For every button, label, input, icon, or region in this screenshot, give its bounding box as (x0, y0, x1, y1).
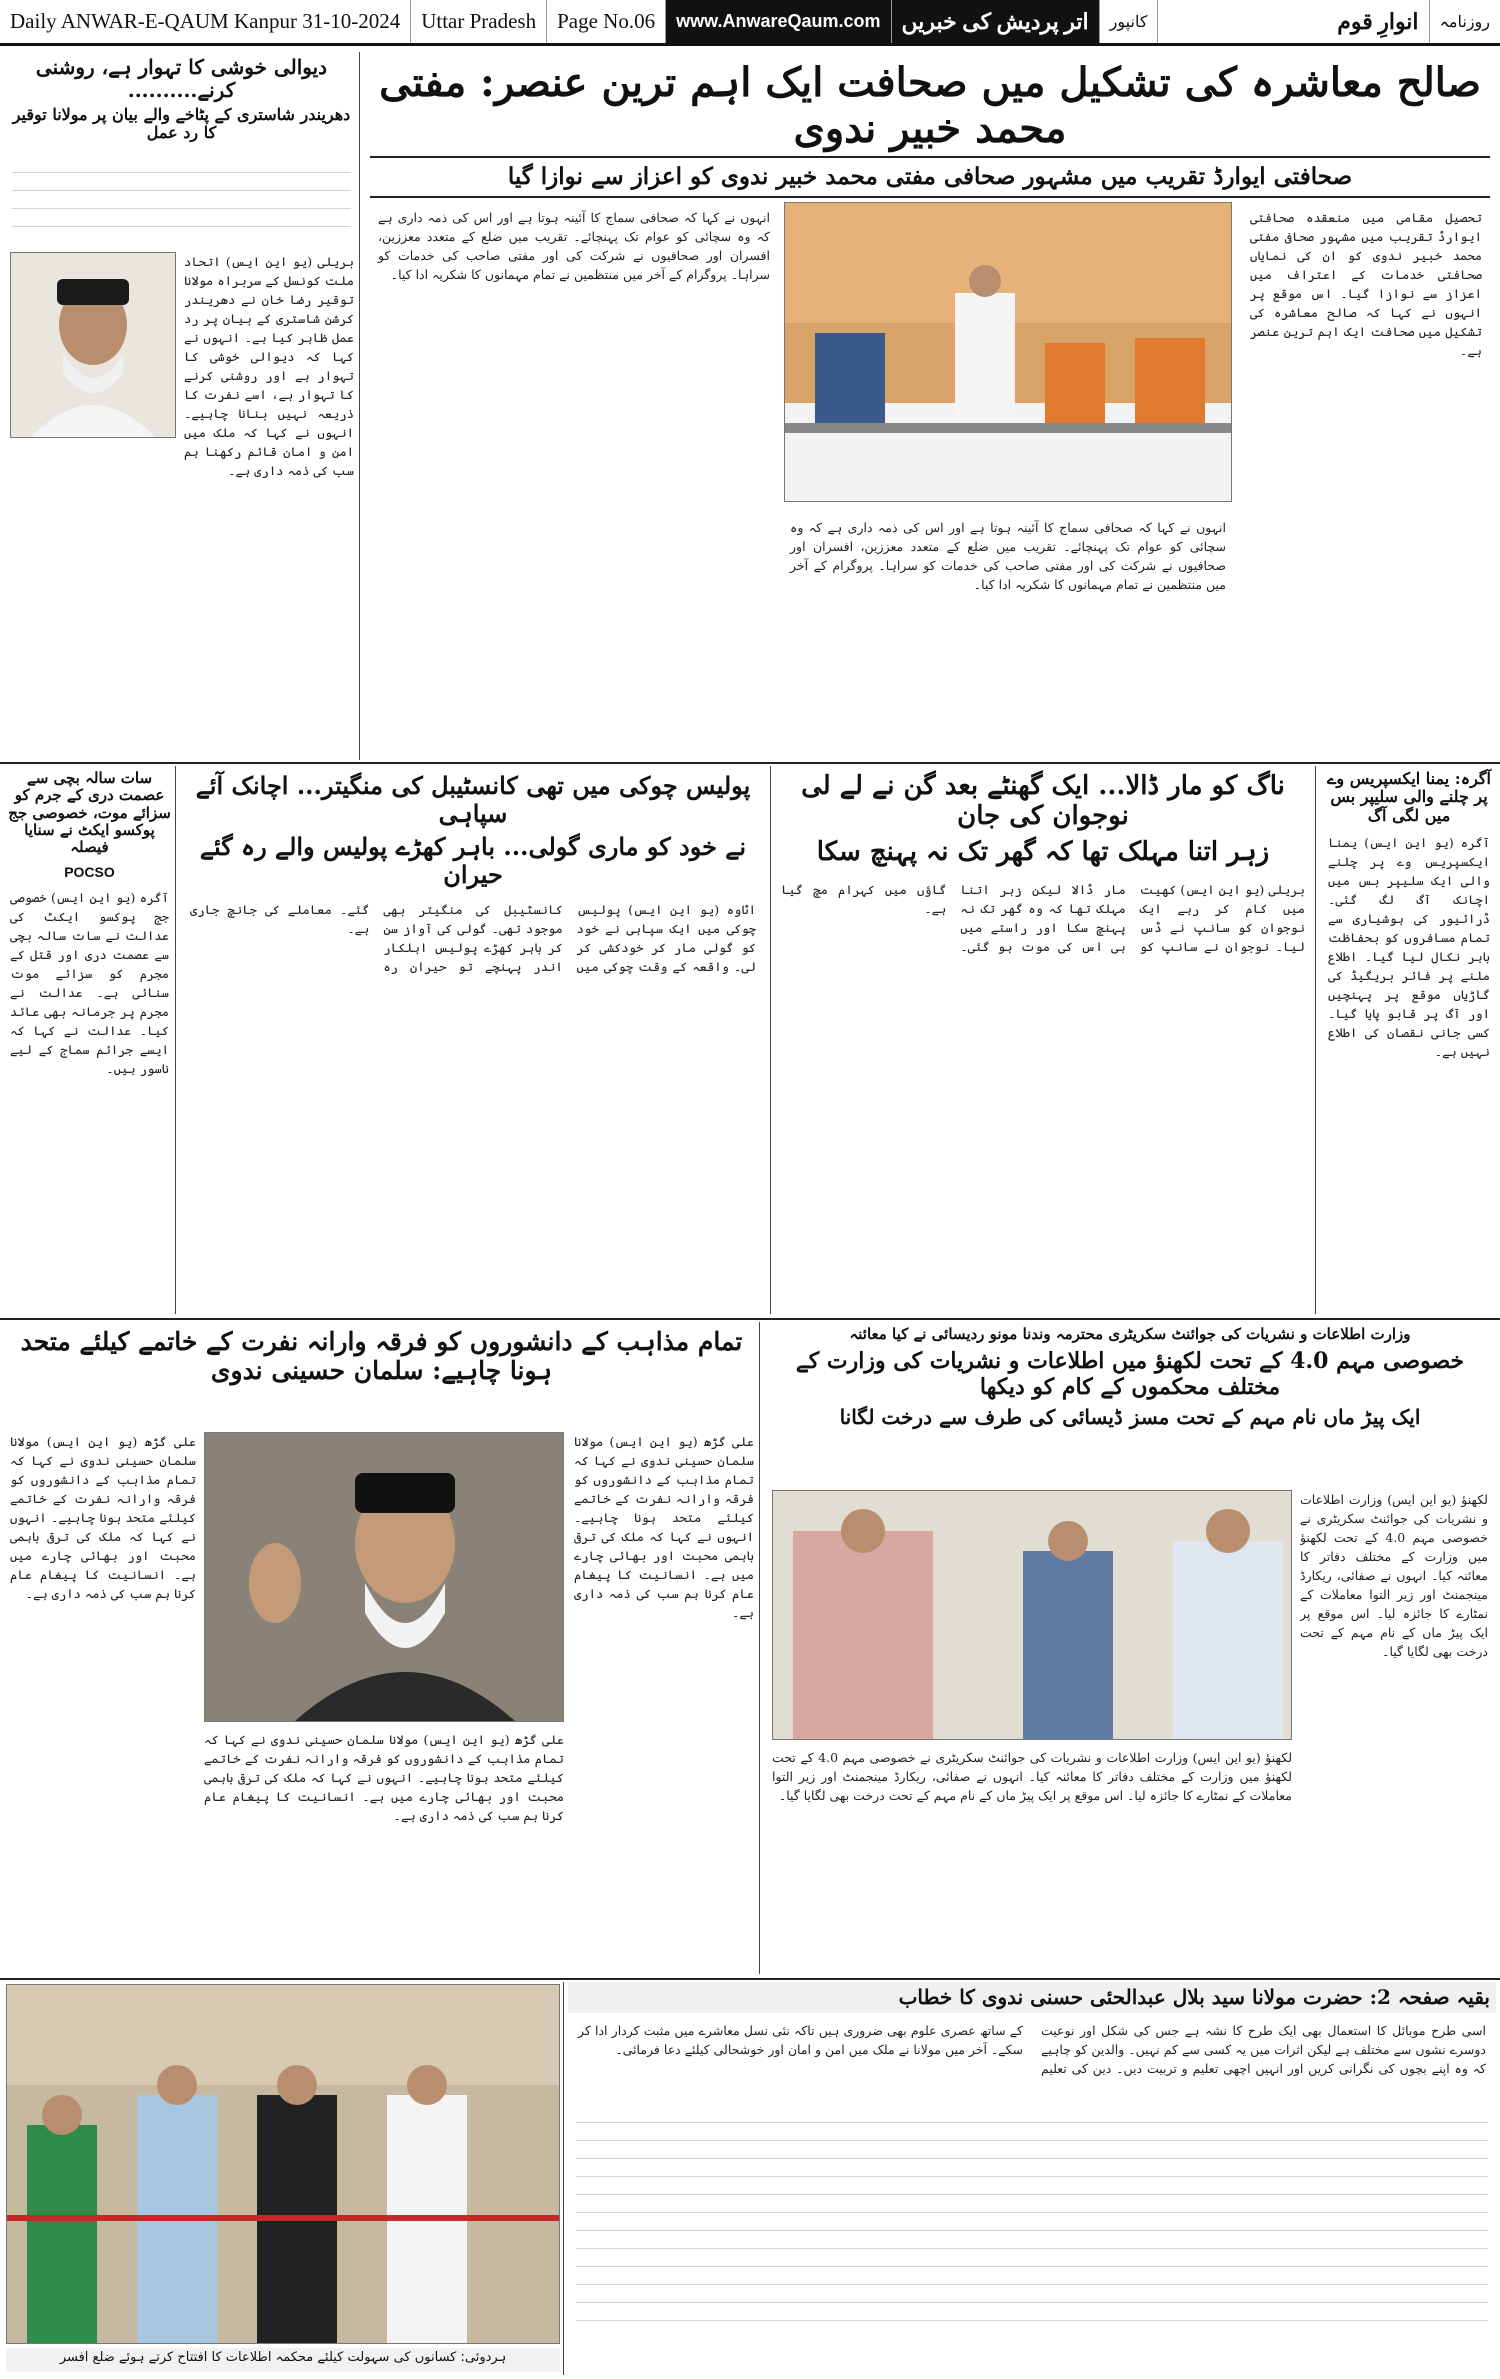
snake-headline: ناگ کو مار ڈالا... ایک گھنٹے بعد گن نے لے لی نوجوان کی جان (801, 771, 1285, 831)
masthead-state: Uttar Pradesh (411, 0, 547, 43)
diwali-story (4, 52, 360, 760)
masthead-city: کانپور (1100, 0, 1159, 43)
bus-fire-headline: آگرہ: یمنا ایکسپریس وے پر چلنے والی سلیپر بس میں لگی آگ (1327, 769, 1491, 825)
ministry-photo (772, 1490, 1292, 1740)
nadwi-body-bottom: علی گڑھ (یو این ایس) مولانا سلمان حسینی ندوی نے کہا کہ تمام مذاہب کے دانشوروں کو فرقہ وارانہ نفرت کے خاتمے کیلئے متحد ہونا چاہیے۔ انہوں نے کہا کہ ملک کی ترقی باہمی محبت اور بھائی چارے میں ہے۔ انسانیت کا پیغام عام کرنا ہم سب کی ذمہ داری ہے۔ (204, 1732, 564, 1823)
continuation-story (568, 1982, 1496, 2375)
lead-body-cont: انہوں نے کہا کہ صحافی سماج کا آئینہ ہوتا ہے اور اس کی ذمہ داری ہے کہ وہ سچائی کو عوام تک پہنچائے۔ تقریب میں ضلع کے متعدد معززین، افسران اور صحافیوں نے شرکت کی اور مفتی صاحب کی خدمات کو سراہا۔ پروگرام کے آخر میں منتظمین نے تمام مہمانوں کا شکریہ ادا کیا۔ (790, 520, 1226, 592)
diwali-body: بریلی (یو این ایس) اتحاد ملت کونسل کے سربراہ مولانا توقیر رضا خان نے دھریندر کرشن شاستری کے بیان پر رد عمل ظاہر کیا ہے۔ انہوں نے کہا کہ دیوالی خوشی کا تہوار ہے اور روشنی کرنے کا تہوار ہے، اسے نفرت کا ذریعہ نہیں بنانا چاہیے۔ انہوں نے کہا کہ ملک میں امن و امان قائم رکھنا ہم سب کی ذمہ داری ہے۔ (184, 254, 354, 478)
masthead-url[interactable]: www.AnwareQaum.com (666, 0, 891, 43)
snake-story (770, 766, 1316, 1314)
police-headline: پولیس چوکی میں تھی کانسٹیبل کی منگیتر... اچانک آئے سپاہی (195, 771, 751, 828)
masthead-date: 31-10-2024 (302, 9, 401, 33)
inauguration-block (4, 1982, 564, 2375)
snake-subhead: زہر اتنا مہلک تھا کہ گھر تک نہ پہنچ سکا (816, 836, 1270, 867)
nadwi-photo (204, 1432, 564, 1722)
nadwi-story (4, 1322, 760, 1974)
bus-fire-story (1322, 766, 1496, 1314)
inauguration-caption: ہردوئی: کسانوں کی سہولت کیلئے محکمہ اطلاعات کا افتتاح کرتے ہوئے ضلع افسر (6, 2348, 560, 2372)
snake-body: بریلی (یو این ایس) کھیت میں کام کر رہے ایک نوجوان کو سانپ نے ڈس لیا۔ نوجوان نے سانپ کو مار ڈالا لیکن زہر اتنا مہلک تھا کہ وہ گھر تک نہ پہنچ سکا اور راستے میں ہی اس کی موت ہو گئی۔ گاؤں میں کہرام مچ گیا ہے۔ (781, 881, 1305, 954)
ministry-subhead: ایک پیڑ ماں نام مہم کے تحت مسز ڈیسائی کی طرف سے درخت لگانا (839, 1404, 1421, 1429)
court-story (4, 766, 176, 1314)
nadwi-body-left: علی گڑھ (یو این ایس) مولانا سلمان حسینی ندوی نے کہا کہ تمام مذاہب کے دانشوروں کو فرقہ وارانہ نفرت کے خاتمے کیلئے متحد ہونا چاہیے۔ انہوں نے کہا کہ ملک کی ترقی باہمی محبت اور بھائی چارے میں ہے۔ انسانیت کا پیغام عام کرنا ہم سب کی ذمہ داری ہے۔ (10, 1434, 196, 1601)
masthead-page: Page No.06 (547, 0, 666, 43)
court-body: آگرہ (یو این ایس) خصوصی جج پوکسو ایکٹ کی عدالت نے سات سالہ بچی سے عصمت دری اور قتل کے مجرم کو سزائے موت سنائی ہے۔ عدالت نے مجرم پر جرمانہ بھی عائد کیا۔ عدالت نے کہا کہ ایسے جرائم سماج کے لیے ناسور ہیں۔ (10, 890, 169, 1077)
ministry-body: لکھنؤ (یو این ایس) وزارت اطلاعات و نشریات کی جوائنٹ سکریٹری نے خصوصی مہم 4.0 کے تحت لکھنؤ میں وزارت کے مختلف دفاتر کا معائنہ کیا۔ انہوں نے صفائی، ریکارڈ مینجمنٹ اور زیر التوا معاملات کے نمٹارے کا جائزہ لیا۔ اس موقع پر ایک پیڑ ماں کے نام مہم کے تحت درخت بھی لگایا گیا۔ (1300, 1492, 1488, 1659)
bus-fire-body: آگرہ (یو این ایس) یمنا ایکسپریس وے پر چلنے والی ایک سلیپر بس میں اچانک آگ لگ گئی۔ ڈرائیور کی ہوشیاری سے تمام مسافروں کو بحفاظت باہر نکال لیا گیا۔ اطلاع ملنے پر فائر بریگیڈ کی گاڑیاں موقع پر پہنچیں اور آگ پر قابو پایا گیا۔ کسی جانی نقصان کی اطلاع نہیں ہے۔ (1328, 835, 1490, 1060)
lead-headline: صالح معاشرہ کی تشکیل میں صحافت ایک اہم ترین عنصر: مفتی محمد خبیر ندوی (379, 59, 1481, 152)
inauguration-photo (6, 1984, 560, 2344)
police-story (180, 766, 766, 1314)
continuation-body: اسی طرح موبائل کا استعمال بھی ایک طرح کا نشہ ہے جس کی شکل اور نوعیت دوسرے نشوں سے مختلف ہے لیکن اثرات میں یہ کسی سے کم نہیں۔ والدین کو چاہیے کہ وہ اپنے بچوں کی نگرانی کریں اور انہیں اچھی تعلیم و تربیت دیں۔ دین کی تعلیم کے ساتھ عصری علوم بھی ضروری ہیں تاکہ نئی نسل معاشرے میں مثبت کردار ادا کر سکے۔ آخر میں مولانا نے ملک میں امن و امان اور خوشحالی کیلئے دعا فرمائی۔ (578, 2023, 1486, 2076)
nadwi-body: علی گڑھ (یو این ایس) مولانا سلمان حسینی ندوی نے کہا کہ تمام مذاہب کے دانشوروں کو فرقہ وارانہ نفرت کے خاتمے کیلئے متحد ہونا چاہیے۔ انہوں نے کہا کہ ملک کی ترقی باہمی محبت اور بھائی چارے میں ہے۔ انسانیت کا پیغام عام کرنا ہم سب کی ذمہ داری ہے۔ (574, 1434, 754, 1620)
court-headline: سات سالہ بچی سے عصمت دری کے جرم کو سزائے موت، خصوصی جج پوکسو ایکٹ نے سنایا فیصلہ (8, 769, 171, 856)
masthead-brand: انوارِ قوم (1327, 0, 1429, 43)
ministry-body-bottom: لکھنؤ (یو این ایس) وزارت اطلاعات و نشریات کی جوائنٹ سکریٹری نے خصوصی مہم 4.0 کے تحت لکھنؤ میں وزارت کے مختلف دفاتر کا معائنہ کیا۔ انہوں نے صفائی، ریکارڈ مینجمنٹ اور زیر التوا معاملات کے نمٹارے کا جائزہ لیا۔ اس موقع پر ایک پیڑ ماں کے نام مہم کے تحت درخت بھی لگایا گیا۔ (772, 1750, 1292, 1803)
nadwi-headline: تمام مذاہب کے دانشوروں کو فرقہ وارانہ نفرت کے خاتمے کیلئے متحد ہونا چاہیے: سلمان حسینی ندوی (20, 1327, 743, 1385)
pocso-tag: POCSO (64, 864, 115, 881)
lead-subhead: صحافتی ایوارڈ تقریب میں مشہور صحافی مفتی محمد خبیر ندوی کو اعزاز سے نوازا گیا (507, 163, 1353, 190)
award-ceremony-photo (784, 202, 1232, 502)
masthead-daily-urdu: روزنامہ (1439, 13, 1490, 31)
continuation-headline: بقیہ صفحہ 2: حضرت مولانا سید بلال عبدالحئی حسنی ندوی کا خطاب (568, 1982, 1496, 2013)
lead-story (364, 52, 1496, 760)
police-subhead: نے خود کو ماری گولی... باہر کھڑے پولیس والے رہ گئے حیران (199, 832, 747, 889)
masthead-section: اتر پردیش کی خبریں (892, 0, 1100, 43)
lead-body: انہوں نے کہا کہ صحافی سماج کا آئینہ ہوتا ہے اور اس کی ذمہ داری ہے کہ وہ سچائی کو عوام تک پہنچائے۔ تقریب میں ضلع کے متعدد معززین، افسران اور صحافیوں نے شرکت کی اور مفتی صاحب کی خدمات کو سراہا۔ پروگرام کے آخر میں منتظمین نے تمام مہمانوں کا شکریہ ادا کیا۔ (378, 210, 770, 282)
maulana-photo (10, 252, 176, 438)
ministry-headline: خصوصی مہم 4.0 کے تحت لکھنؤ میں اطلاعات و نشریات کی وزارت کے مختلف محکموں کے کام کو دیکھا (795, 1348, 1465, 1400)
lead-intro: تحصیل مقامی میں منعقدہ صحافتی ایوارڈ تقریب میں مشہور صحافی مفتی محمد خبیر ندوی کو ان کی نمایاں صحافتی خدمات کے اعتراف میں اعزاز سے نوازا گیا۔ اس موقع پر انہوں نے کہا کہ صالح معاشرہ کی تشکیل میں صحافت ایک اہم ترین عنصر ہے۔ (1250, 210, 1482, 358)
police-body: اٹاوہ (یو این ایس) پولیس چوکی میں ایک سپاہی نے خود کو گولی مار کر خودکشی کر لی۔ واقعہ کے وقت چوکی میں کانسٹیبل کی منگیتر بھی موجود تھی۔ گولی کی آواز سن کر باہر کھڑے پولیس اہلکار اندر پہنچے تو حیران رہ گئے۔ معاملے کی جانچ جاری ہے۔ (190, 902, 756, 975)
masthead-daily: Daily ANWAR-E-QAUM Kanpur 31-10-2024 (0, 0, 411, 43)
masthead (0, 0, 1500, 46)
diwali-headline: دیوالی خوشی کا تہوار ہے، روشنی کرنے.......... (35, 55, 328, 102)
ministry-kicker: وزارت اطلاعات و نشریات کی جوائنٹ سکریٹری محترمہ وندنا مونو ردیسائی نے کیا معائنہ (849, 1325, 1411, 1343)
ministry-story (764, 1322, 1496, 1974)
diwali-subhead: دھریندر شاستری کے پٹاخے والے بیان پر مولانا توقیر کا رد عمل (12, 105, 351, 143)
